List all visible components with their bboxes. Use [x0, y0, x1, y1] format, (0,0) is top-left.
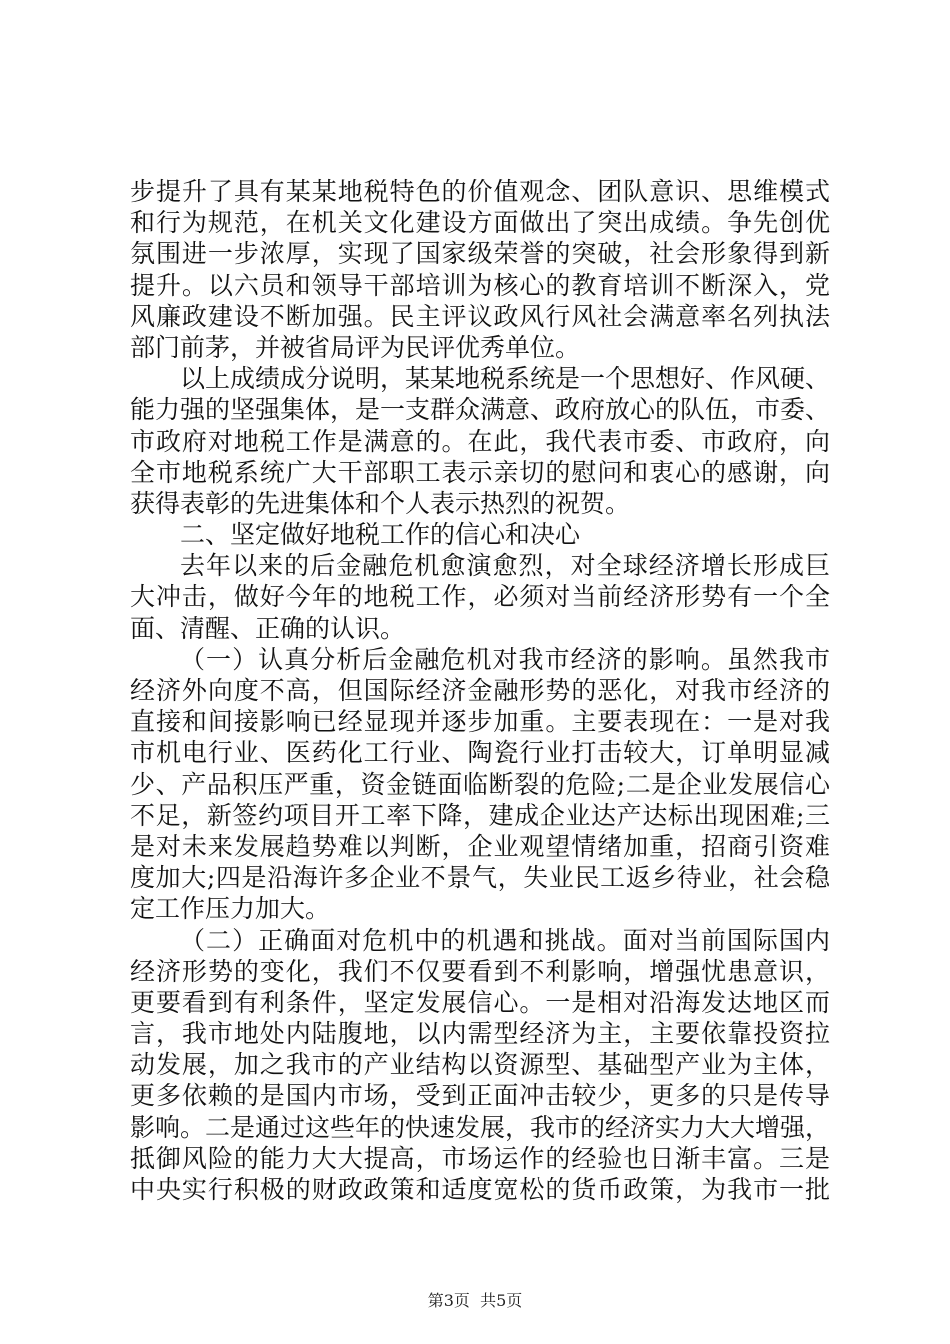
text-line: 和行为规范，在机关文化建设方面做出了突出成绩。争先创优 — [130, 208, 830, 238]
page-footer — [0, 1291, 950, 1311]
text-line: 部门前茅，并被省局评为民评优秀单位。 — [130, 332, 581, 362]
text-line: 获得表彰的先进集体和个人表示热烈的祝贺。 — [130, 488, 631, 518]
text-line: 定工作压力加大。 — [130, 894, 331, 924]
page-number: 第3页 共5页 — [427, 1291, 523, 1310]
text-line: 少、产品积压严重，资金链面临断裂的危险;二是企业发展信心 — [130, 769, 830, 799]
text-line: 更要看到有利条件，坚定发展信心。一是相对沿海发达地区而 — [130, 987, 830, 1017]
body-text — [130, 176, 830, 1205]
text-line: 提升。以六员和领导干部培训为核心的教育培训不断深入，党 — [130, 270, 830, 300]
text-line: 全市地税系统广大干部职工表示亲切的慰问和衷心的感谢，向 — [130, 457, 830, 487]
text-line: 直接和间接影响已经显现并逐步加重。主要表现在：一是对我 — [130, 707, 830, 737]
text-line: 氛围进一步浓厚，实现了国家级荣誉的突破，社会形象得到新 — [130, 239, 830, 269]
text-line: （一）认真分析后金融危机对我市经济的影响。虽然我市 — [180, 644, 830, 674]
text-line: 影响。二是通过这些年的快速发展，我市的经济实力大大增强， — [130, 1112, 830, 1142]
text-line: 以上成绩成分说明，某某地税系统是一个思想好、作风硬、 — [180, 364, 830, 394]
text-line: 更多依赖的是国内市场，受到正面冲击较少，更多的只是传导 — [130, 1081, 830, 1111]
text-line: 市机电行业、医药化工行业、陶瓷行业打击较大，订单明显减 — [130, 738, 830, 768]
text-line: 去年以来的后金融危机愈演愈烈，对全球经济增长形成巨 — [180, 551, 830, 581]
text-line: 动发展，加之我市的产业结构以资源型、基础型产业为主体， — [130, 1050, 830, 1080]
text-line: 言，我市地处内陆腹地，以内需型经济为主，主要依靠投资拉 — [130, 1019, 830, 1049]
text-line: 大冲击，做好今年的地税工作，必须对当前经济形势有一个全 — [130, 582, 830, 612]
text-line: 不足，新签约项目开工率下降，建成企业达产达标出现困难;三 — [130, 800, 830, 830]
text-line: 中央实行积极的财政政策和适度宽松的货币政策，为我市一批 — [130, 1175, 830, 1204]
text-line: 是对未来发展趋势难以判断，企业观望情绪加重，招商引资难 — [130, 831, 830, 861]
text-line: 经济外向度不高，但国际经济金融形势的恶化，对我市经济的 — [130, 676, 830, 705]
text-line: （二）正确面对危机中的机遇和挑战。面对当前国际国内 — [180, 925, 830, 955]
text-line: 二、坚定做好地税工作的信心和决心 — [180, 520, 581, 550]
text-line: 面、清醒、正确的认识。 — [130, 613, 406, 643]
text-line: 市政府对地税工作是满意的。在此，我代表市委、市政府，向 — [130, 426, 830, 456]
text-line: 步提升了具有某某地税特色的价值观念、团队意识、思维模式 — [130, 177, 830, 206]
text-line: 抵御风险的能力大大提高，市场运作的经验也日渐丰富。三是 — [130, 1143, 830, 1173]
text-line: 经济形势的变化，我们不仅要看到不利影响，增强忧患意识， — [130, 956, 830, 986]
text-line: 度加大;四是沿海许多企业不景气，失业民工返乡待业，社会稳 — [130, 863, 830, 893]
text-line: 风廉政建设不断加强。民主评议政风行风社会满意率名列执法 — [130, 301, 830, 331]
text-line: 能力强的坚强集体，是一支群众满意、政府放心的队伍，市委、 — [130, 395, 830, 425]
